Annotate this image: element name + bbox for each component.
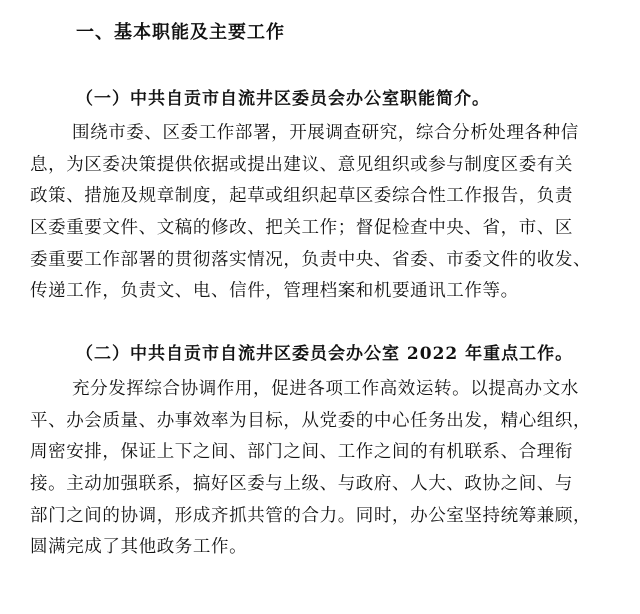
paragraph-line: 周密安排，保证上下之间、部门之间、工作之间的有机联系、合理衔 [30, 442, 573, 463]
paragraph-line: 息，为区委决策提供依据或提出建议、意见组织或参与制度区委有关 [30, 154, 573, 175]
paragraph-line: 平、办会质量、办事效率为目标，从党委的中心任务出发，精心组织， [30, 410, 592, 431]
paragraph-line: 部门之间的协调，形成齐抓共管的合力。同时，办公室坚持统筹兼顾， [30, 505, 592, 526]
paragraph-line: 政策、措施及规章制度，起草或组织起草区委综合性工作报告，负责 [30, 186, 573, 207]
main-heading: 一、基本职能及主要工作 [76, 22, 285, 43]
section-1-paragraph [30, 118, 630, 308]
paragraph-line: 围绕市委、区委工作部署，开展调查研究，综合分析处理各种信 [72, 123, 579, 143]
section-2-title: （二）中共自贡市自流井区委员会办公室 2022 年重点工作。 [76, 344, 574, 364]
paragraph-line: 区委重要文件、文稿的修改、把关工作；督促检查中央、省，市、区 [30, 218, 573, 239]
paragraph-line: 圆满完成了其他政务工作。 [30, 537, 248, 558]
paragraph-line: 传递工作，负责文、电、信件，管理档案和机要通讯工作等。 [30, 281, 519, 302]
section-2-paragraph [30, 374, 630, 564]
paragraph-line: 接。主动加强联系，搞好区委与上级、与政府、人大、政协之间、与 [30, 474, 573, 495]
paragraph-line: 充分发挥综合协调作用，促进各项工作高效运转。以提高办文水 [72, 379, 579, 399]
paragraph-line: 委重要工作部署的贯彻落实情况，负责中央、省委、市委文件的收发、 [30, 249, 592, 270]
section-1-title: （一）中共自贡市自流井区委员会办公室职能简介。 [76, 89, 490, 109]
